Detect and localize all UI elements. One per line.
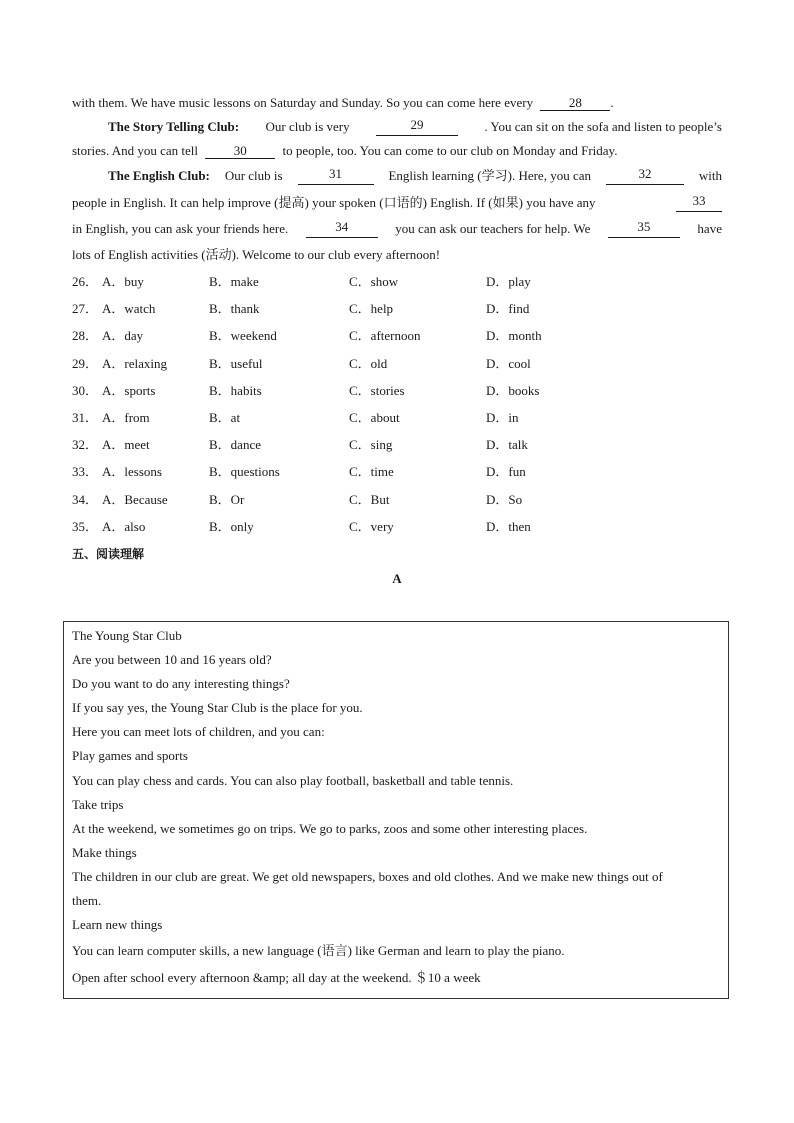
option-c[interactable]: C．afternoon bbox=[349, 328, 421, 343]
ad-subheading: Learn new things bbox=[72, 917, 163, 932]
blank-29[interactable]: 29 bbox=[376, 118, 458, 136]
passage-line-1: with them. We have music lessons on Saturday and Sunday. So you can come here every 28 . bbox=[72, 95, 614, 110]
option-c[interactable]: C．very bbox=[349, 519, 394, 534]
option-d[interactable]: D．find bbox=[486, 301, 530, 316]
ad-line: At the weekend, we sometimes go on trips. We go to parks, zoos and some other interesting places. bbox=[72, 821, 588, 836]
option-d[interactable]: D．month bbox=[486, 328, 542, 343]
ad-line: You can play chess and cards. You can also play football, basketball and table tennis. bbox=[72, 773, 514, 788]
english-club-line: The English Club: Our club is 31 English learning (学习). Here, you can 32 with bbox=[108, 166, 722, 183]
ad-line: Open after school every afternoon &amp; all day at the weekend. ＄10 a week bbox=[72, 970, 481, 985]
option-a[interactable]: A．sports bbox=[102, 383, 156, 398]
ad-box bbox=[63, 621, 729, 999]
option-a[interactable]: A．lessons bbox=[102, 464, 162, 479]
ad-line: them. bbox=[72, 893, 102, 908]
ad-subheading: Make things bbox=[72, 845, 137, 860]
ad-line: You can learn computer skills, a new language (语言) like German and learn to play the piano. bbox=[72, 943, 565, 958]
part-label: A bbox=[392, 571, 402, 586]
option-d[interactable]: D．cool bbox=[486, 356, 531, 371]
option-c[interactable]: C．help bbox=[349, 301, 394, 316]
blank-32[interactable]: 32 bbox=[606, 167, 684, 185]
option-c[interactable]: C．show bbox=[349, 274, 399, 289]
option-a[interactable]: A．also bbox=[102, 519, 146, 534]
blank-30[interactable]: 30 bbox=[205, 144, 275, 159]
passage-line-6: in English, you can ask your friends here. 34 you can ask our teachers for help. We 35 have bbox=[72, 219, 722, 236]
blank-31[interactable]: 31 bbox=[298, 167, 374, 185]
section-title: 五、阅读理解 bbox=[72, 547, 145, 561]
option-b[interactable]: B．Or bbox=[209, 492, 245, 507]
option-b[interactable]: B．dance bbox=[209, 437, 261, 452]
option-a[interactable]: A．Because bbox=[102, 492, 168, 507]
option-b[interactable]: B．useful bbox=[209, 356, 263, 371]
option-a[interactable]: A．meet bbox=[102, 437, 150, 452]
option-b[interactable]: B．make bbox=[209, 274, 259, 289]
option-c[interactable]: C．stories bbox=[349, 383, 405, 398]
ad-title: The Young Star Club bbox=[72, 628, 182, 643]
option-c[interactable]: C．old bbox=[349, 356, 388, 371]
option-a[interactable]: A．buy bbox=[102, 274, 144, 289]
ad-line: Are you between 10 and 16 years old? bbox=[72, 652, 272, 667]
ad-line: If you say yes, the Young Star Club is the place for you. bbox=[72, 700, 363, 715]
ad-line: Here you can meet lots of children, and you can: bbox=[72, 724, 325, 739]
option-d[interactable]: D．talk bbox=[486, 437, 528, 452]
option-a[interactable]: A．day bbox=[102, 328, 144, 343]
option-c[interactable]: C．sing bbox=[349, 437, 393, 452]
option-d[interactable]: D．then bbox=[486, 519, 531, 534]
option-d[interactable]: D．play bbox=[486, 274, 531, 289]
option-d[interactable]: D．in bbox=[486, 410, 519, 425]
option-b[interactable]: B．questions bbox=[209, 464, 280, 479]
blank-34[interactable]: 34 bbox=[306, 220, 378, 238]
story-club-line: The Story Telling Club: Our club is very 29 . You can sit on the sofa and listen to people’s bbox=[108, 117, 722, 134]
option-a[interactable]: A．from bbox=[102, 410, 150, 425]
option-c[interactable]: C．But bbox=[349, 492, 390, 507]
option-b[interactable]: B．thank bbox=[209, 301, 260, 316]
option-c[interactable]: C．time bbox=[349, 464, 394, 479]
passage-line-7: lots of English activities (活动). Welcome to our club every afternoon! bbox=[72, 247, 441, 262]
blank-33[interactable]: 33 bbox=[676, 194, 722, 212]
option-c[interactable]: C．about bbox=[349, 410, 400, 425]
option-d[interactable]: D．So bbox=[486, 492, 523, 507]
story-club-title: The Story Telling Club: bbox=[108, 119, 240, 134]
ad-line: The children in our club are great. We get old newspapers, boxes and old clothes. And we make new things out of bbox=[72, 869, 663, 884]
option-d[interactable]: D．fun bbox=[486, 464, 526, 479]
ad-subheading: Take trips bbox=[72, 797, 124, 812]
ad-subheading: Play games and sports bbox=[72, 748, 188, 763]
blank-35[interactable]: 35 bbox=[608, 220, 680, 238]
option-a[interactable]: A．watch bbox=[102, 301, 156, 316]
option-b[interactable]: B．only bbox=[209, 519, 254, 534]
passage-line-3: stories. And you can tell 30 to people, too. You can come to our club on Monday and Friday. bbox=[72, 143, 618, 158]
option-a[interactable]: A．relaxing bbox=[102, 356, 167, 371]
option-b[interactable]: B．at bbox=[209, 410, 241, 425]
english-club-title: The English Club: bbox=[108, 168, 210, 183]
option-d[interactable]: D．books bbox=[486, 383, 540, 398]
ad-line: Do you want to do any interesting things? bbox=[72, 676, 290, 691]
passage-line-5: people in English. It can help improve (提高) your spoken (口语的) English. If (如果) you have any 33 bbox=[72, 194, 722, 212]
option-b[interactable]: B．habits bbox=[209, 383, 262, 398]
option-b[interactable]: B．weekend bbox=[209, 328, 277, 343]
blank-28[interactable]: 28 bbox=[540, 96, 610, 111]
